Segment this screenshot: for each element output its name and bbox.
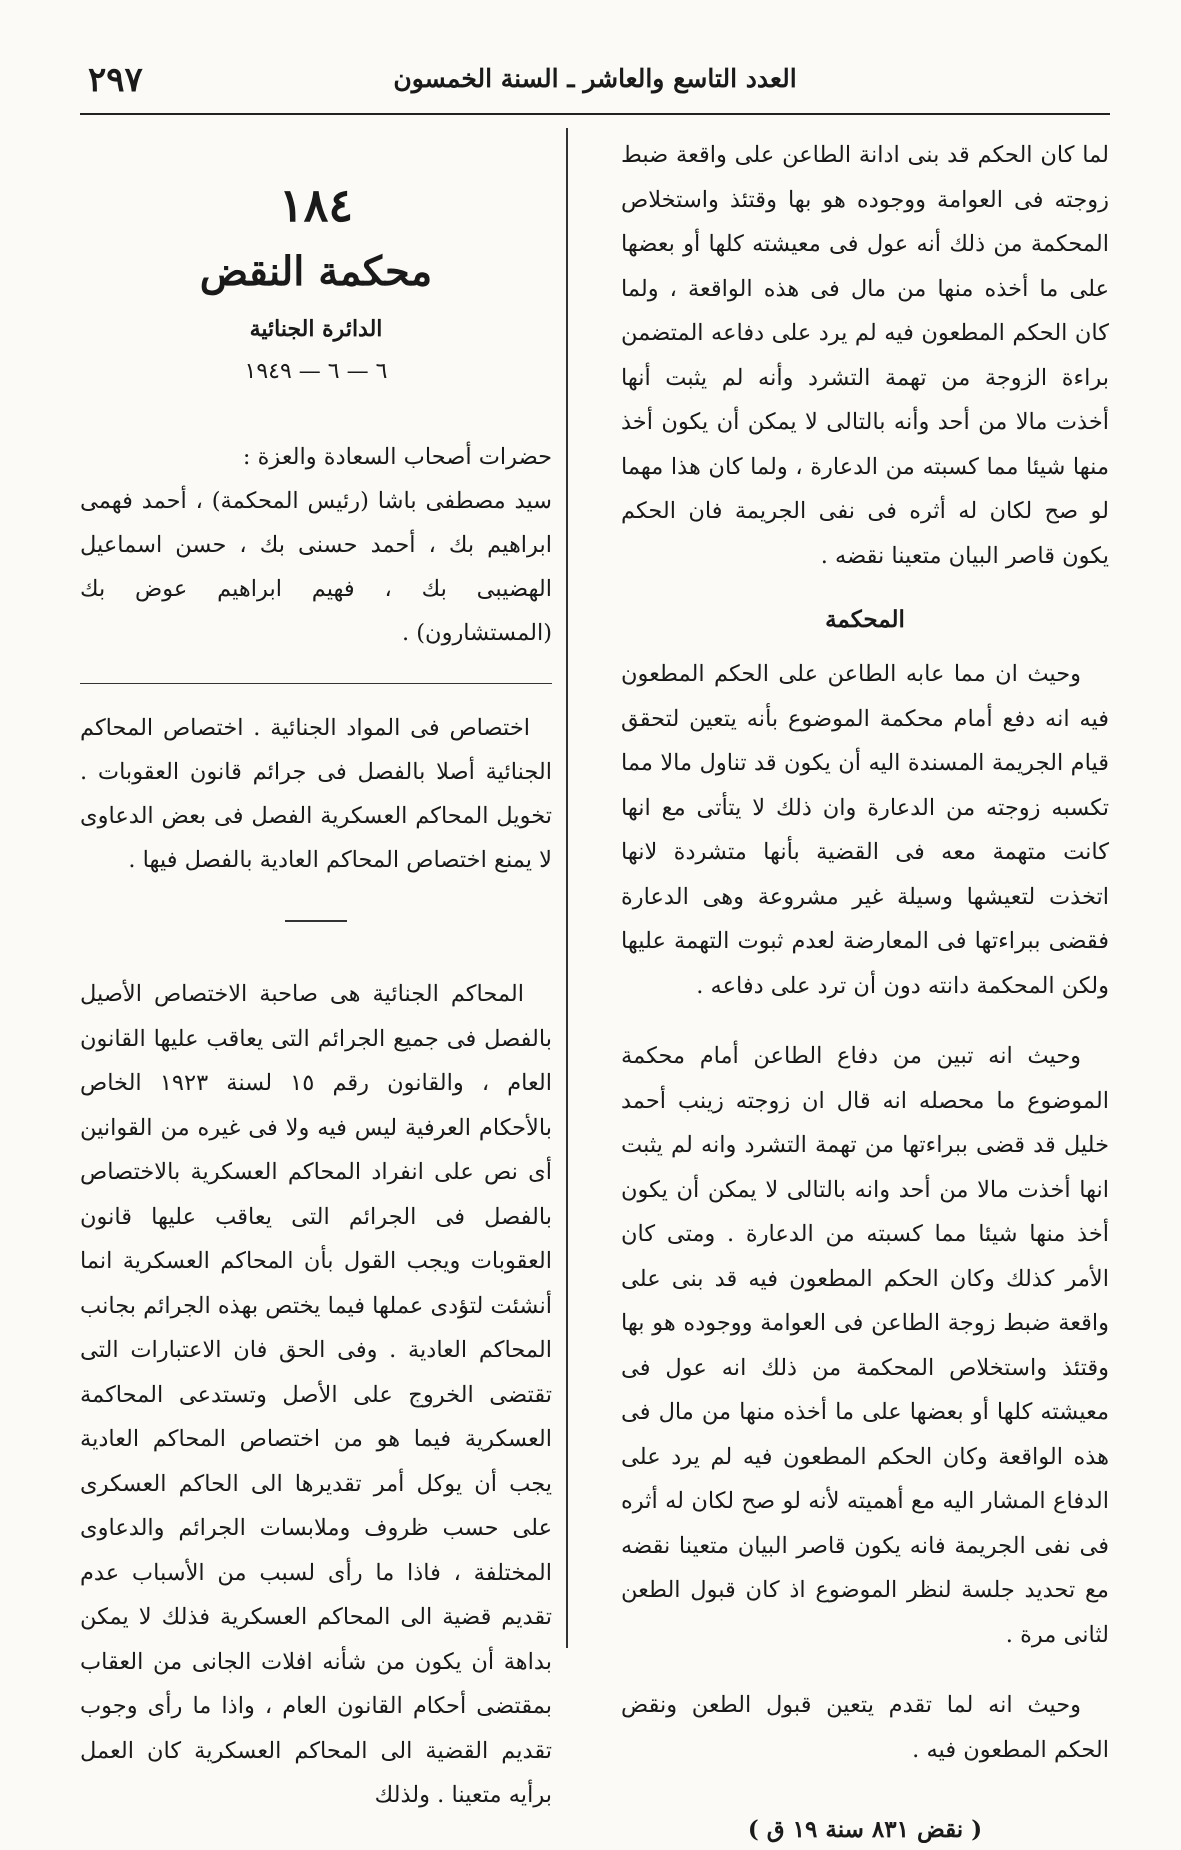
right-body-paragraph-1: وحيث ان مما عابه الطاعن على الحكم المطعون فيه انه دفع أمام محكمة الموضوع بأنه يتعين لتحقق قيام الجريمة المسندة اليه أن يكون قد تناول مالا مما تكسبه زوجته من الدعارة وان ذلك لا يتأتى مع انها كانت متهمة معه فى القضية بأنها متشردة لانها اتخذت لتعيشها وسيلة غير مشروعة وهى الدعارة فقضى ببراءتها فى المعارضة لعدم ثبوت التهمة عليها ولكن المحكمة دانته دون أن ترد على دفاعه . bbox=[621, 661, 1109, 999]
column-divider bbox=[566, 128, 568, 1648]
left-body-paragraph: المحاكم الجنائية هى صاحبة الاختصاص الأصيل بالفصل فى جميع الجرائم التى يعاقب عليها القانون العام ، والقانون رقم ١٥ لسنة ١٩٢٣ الخاص بالأحكام العرفية ليس فيه ولا فى غيره من القوانين أى نص على انفراد المحاكم العسكرية بالاختصاص بالفصل فى الجرائم التى يعاقب عليها قانون العقوبات ويجب القول بأن المحاكم العسكرية انما أنشئت لتؤدى عملها فيما يختص بهذه الجرائم بجانب المحاكم العادية . وفى الحق فان الاعتبارات التى تقتضى الخروج على الأصل وتستدعى المحاكمة العسكرية فيما هو من اختصاص المحاكم العادية يجب أن يوكل أمر تقديرها الى الحاكم العسكرى على حسب ظروف وملابسات الجرائم والدعاوى المختلفة ، فاذا ما رأى لسبب من الأسباب عدم تقديم قضية الى المحاكم العسكرية فذلك لا يمكن بداهة أن يكون من شأنه افلات الجانى من العقاب بمقتضى أحكام القانون العام ، واذا ما رأى وجوب تقديم القضية الى المحاكم العسكرية كان العمل برأيه متعينا . ولذلك bbox=[80, 981, 552, 1808]
header-rule bbox=[80, 113, 1110, 115]
right-intro-paragraph: لما كان الحكم قد بنى ادانة الطاعن على واقعة ضبط زوجته فى العوامة ووجوده هو بها وقتئذ واستخلاص المحكمة من ذلك أنه عول فى معيشته كلها أو بعضها على ما أخذه منها من مال فى هذه الواقعة ، ولما كان الحكم المطعون فيه لم يرد على دفاعه المتضمن براءة الزوجة من تهمة التشرد وأنه لم يثبت أنها أخذت مالا من أحد وأنه بالتالى لا يمكن أن يكون أخذ منها شيئا مما كسبته من الدعارة ، ولما كان هذا مهما لو صح لكان له أثره فى نفى الجريمة فان الحكم يكون قاصر البيان متعينا نقضه . bbox=[621, 142, 1109, 569]
paragraph-gap bbox=[621, 1008, 1109, 1034]
summary-rule bbox=[80, 683, 552, 684]
page-number: ٢٩٧ bbox=[88, 60, 143, 100]
left-column bbox=[80, 133, 552, 1818]
right-body-paragraph-3: وحيث انه لما تقدم يتعين قبول الطعن ونقض الحكم المطعون فيه . bbox=[621, 1692, 1109, 1763]
session-date: ٦ — ٦ — ١٩٤٩ bbox=[244, 359, 388, 384]
right-column bbox=[621, 133, 1109, 1850]
case-citation: ( نقض ٨٣١ سنة ١٩ ق ) bbox=[747, 1816, 983, 1843]
case-number: ١٨٤ bbox=[278, 178, 354, 232]
issue-title: العدد التاسع والعاشر ـ السنة الخمسون bbox=[393, 64, 797, 93]
right-body-paragraph-2: وحيث انه تبين من دفاع الطاعن أمام محكمة الموضوع ما محصله انه قال ان زوجته زينب أحمد خليل قد قضى ببراءتها من تهمة التشرد وانه لم يثبت انها أخذت مالا من أحد وانه بالتالى لا يمكن أن يكون أخذ منها شيئا مما كسبته من الدعارة . ومتى كان الأمر كذلك وكان الحكم المطعون فيه قد بنى على واقعة ضبط زوجة الطاعن فى العوامة ووجوده هو بها وقتئذ واستخلاص المحكمة من ذلك انه عول فى معيشته كلها أو بعضها على ما أخذه منها من مال فى هذه الواقعة وكان الحكم المطعون فيه لم يرد على الدفاع المشار اليه مع أهميته لأنه لو صح لكان له أثره فى نفى الجريمة فانه يكون قاصر البيان متعينا نقضه مع تحديد جلسة لنظر الموضوع اذ كان قبول الطعن لثانى مرة . bbox=[621, 1043, 1109, 1648]
section-heading-court: المحكمة bbox=[825, 606, 905, 633]
judges-list: سيد مصطفى باشا (رئيس المحكمة) ، أحمد فهمى ابراهيم بك ، أحمد حسنى بك ، حسن اسماعيل الهضيبى بك ، فهيم ابراهيم عوض بك (المستشارون) . bbox=[80, 488, 552, 646]
short-divider bbox=[285, 920, 347, 922]
judges-intro: حضرات أصحاب السعادة والعزة : bbox=[242, 444, 552, 470]
page-header bbox=[80, 60, 1110, 110]
headnote-summary: اختصاص فى المواد الجنائية . اختصاص المحاكم الجنائية أصلا بالفصل فى جرائم قانون العقوبات . تخويل المحاكم العسكرية الفصل فى بعض الدعاوى لا يمنع اختصاص المحاكم العادية بالفصل فيها . bbox=[80, 715, 552, 873]
paragraph-gap bbox=[621, 1657, 1109, 1683]
circuit-name: الدائرة الجنائية bbox=[249, 316, 383, 342]
court-name: محكمة النقض bbox=[199, 248, 433, 295]
